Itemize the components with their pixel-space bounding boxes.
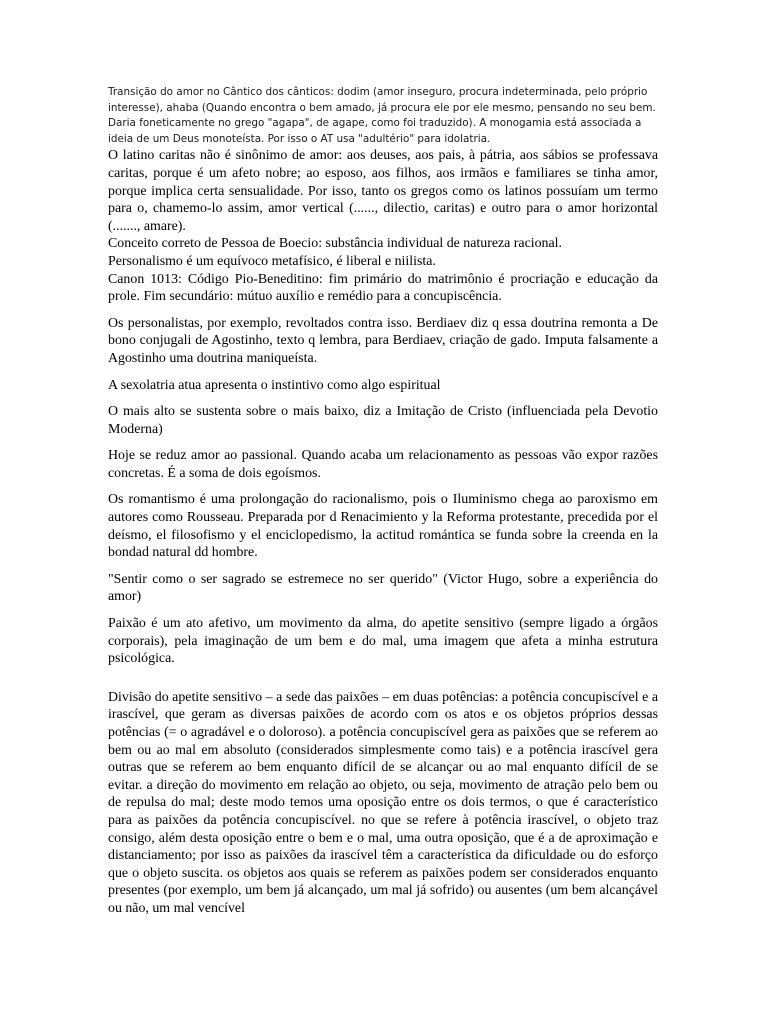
paragraph-boecio: Conceito correto de Pessoa de Boecio: substância individual de natureza racional. xyxy=(108,236,562,252)
paragraph-victor-hugo: "Sentir como o ser sagrado se estremece no ser querido" (Victor Hugo, sobre a experiência do amor) xyxy=(108,571,658,605)
paragraph-personalismo: Personalismo é um equívoco metafísico, é liberal e niilista. xyxy=(108,253,436,269)
paragraph-personalistas: Os personalistas, por exemplo, revoltados contra isso. Berdiaev diz q essa doutrina remonta a De bono conjugali de Agostinho, texto q lembra, para Berdiaev, criação de gado. Imputa falsamente a Agostinho uma doutrina maniqueísta. xyxy=(108,315,658,366)
document-page xyxy=(108,85,658,918)
paragraph-romantismo: Os romantismo é uma prolongação do racionalismo, pois o Iluminismo chega ao paroxismo em autores como Rousseau. Preparada por d Renacimiento y la Reforma protestante, precedida por el deísmo, el filosofismo y el enciclopedismo, la actitud romántica se funda sobre la creenda en la bondad natural dd hombre. xyxy=(108,492,658,561)
paragraph-caritas: O latino caritas não é sinônimo de amor: aos deuses, aos pais, à pátria, aos sábios se professava caritas, porque é um afeto nobre; ao esposo, aos filhos, aos irmãos e familiares se tinha amor, porque implica certa sensualidade. Por isso, tanto os gregos como os latinos possuíam um termo para o, chamemo-lo assim, amor vertical (......, dilectio, caritas) e outro para o amor horizontal (......., amare). xyxy=(108,148,658,234)
note-paragraph: Transição do amor no Cântico dos cânticos: dodim (amor inseguro, procura indeterminada, pelo próprio interesse), ahaba (Quando encontra o bem amado, já procura ele por ele mesmo, pensando no seu bem. Daria foneticamente no grego "agapa", de agape, como foi traduzido). A monogamia está associada a ideia de um Deus monoteísta. Por isso o AT usa "adultério" para idolatria. xyxy=(108,86,656,145)
paragraph-imitacao: O mais alto se sustenta sobre o mais baixo, diz a Imitação de Cristo (influenciada pela Devotio Moderna) xyxy=(108,404,658,437)
paragraph-apetite: Divisão do apetite sensitivo – a sede das paixões – em duas potências: a potência concupiscível e a irascível, que geram as diversas paixões de acordo com os atos e os objetos próprios dessas potências (= o agradável e o doloroso). a potência concupiscível gera as paixões que se referem ao bem ou ao mal em absoluto (considerados simplesmente como tais) e a potência irascível gera outras que se referem ao bem enquanto difícil de se alcançar ou ao mal enquanto difícil de se evitar. a direção do movimento em relação ao objeto, ou seja, movimento de atração pelo bem ou de repulsa do mal; deste modo temos uma oposição entre os dois termos, o que é característico para as paixões da potência concupiscível. no que se refere à potência irascível, o objeto traz consigo, além desta oposição entre o bem e o mal, uma outra oposição, que é a de aproximação e distanciamento; por isso as paixões da irascível têm a característica da dificuldade ou do esforço que o objeto suscita. os objetos aos quais se referem as paixões podem ser considerados enquanto presentes (por exemplo, um bem já alcançado, um mal já sofrido) ou ausentes (um bem alcançável ou não, um mal vencível xyxy=(108,689,658,916)
paragraph-canon: Canon 1013: Código Pio-Beneditino: fim primário do matrimônio é procriação e educação da prole. Fim secundário: mútuo auxílio e remédio para a concupiscência. xyxy=(108,271,658,305)
paragraph-paixao: Paixão é um ato afetivo, um movimento da alma, do apetite sensitivo (sempre ligado a órgãos corporais), pela imaginação de um bem e do mal, uma imagem que afeta a minha estrutura psicológica. xyxy=(108,616,658,667)
paragraph-sexolatria: A sexolatria atua apresenta o instintivo como algo espiritual xyxy=(108,377,441,393)
paragraph-hoje: Hoje se reduz amor ao passional. Quando acaba um relacionamento as pessoas vão expor razões concretas. É a soma de dois egoísmos. xyxy=(108,448,658,481)
